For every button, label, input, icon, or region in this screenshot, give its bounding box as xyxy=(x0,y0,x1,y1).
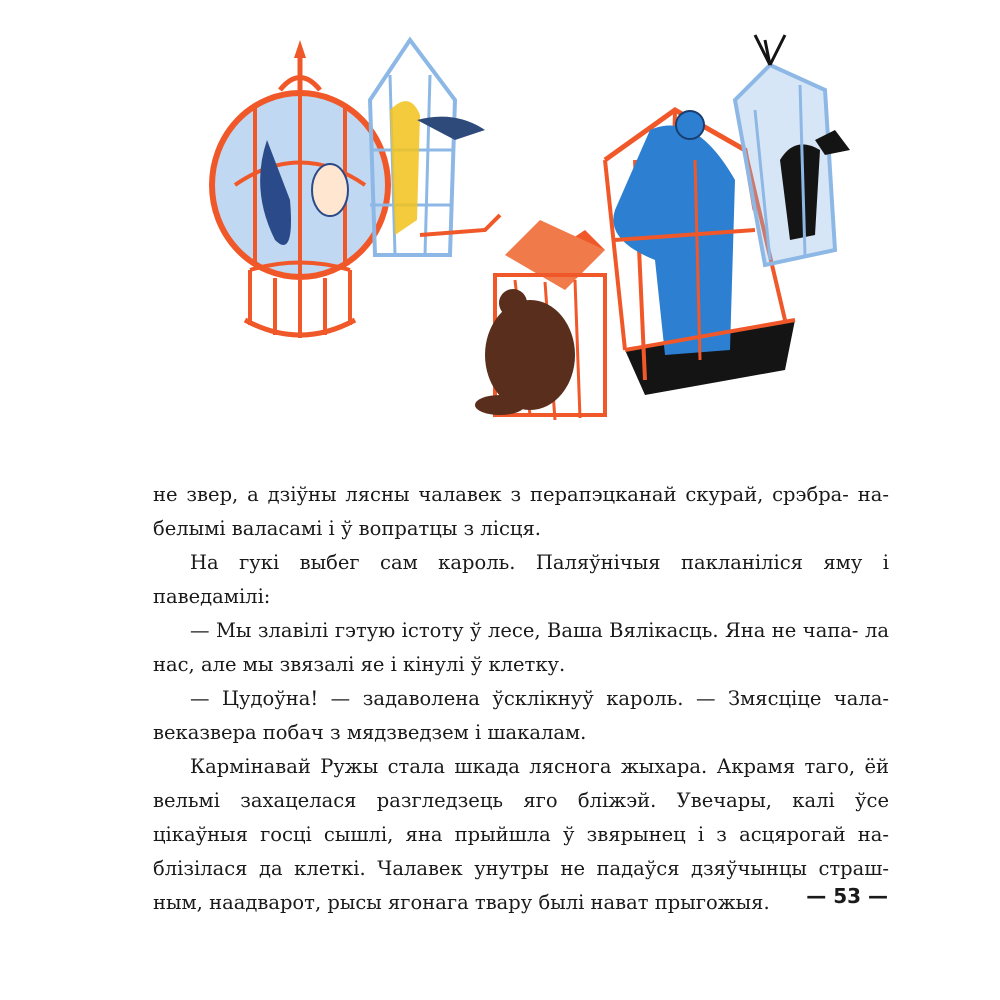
text-line: Кармінавай Ружы стала шкада ляснога жыхара. Акрамя таго, xyxy=(190,755,856,778)
paragraph-2 xyxy=(153,546,889,614)
text-line: на-белымі валасамі і ў вопратцы з лісця. xyxy=(153,483,889,540)
bear-cage xyxy=(475,220,605,420)
page-number: — 53 — xyxy=(806,884,888,908)
page-text xyxy=(153,478,889,920)
paragraph-4 xyxy=(153,682,889,750)
text-line: блізілася да клеткі. Чалавек унутры не падаўся дзяўчынцы страш- xyxy=(153,857,889,880)
paragraph-3 xyxy=(153,614,889,682)
text-line: ным, наадварот, рысы ягонага твару былі нават прыгожыя. xyxy=(153,891,770,914)
text-line: цікаўныя госці сышлі, яна прыйшла ў звярынец і з асцярогай на- xyxy=(153,823,889,846)
text-line: не звер, а дзіўны лясны чалавек з перапэцканай скурай, срэбра- xyxy=(153,483,849,506)
text-line: веказвера побач з мядзведзем і шакалам. xyxy=(153,721,587,744)
text-line: ёй вельмі захацелася разгледзець яго бліжэй. Увечары, калі ўсе xyxy=(153,755,889,812)
text-line: На гукі выбег сам кароль. Паляўнічыя пакланіліся яму xyxy=(190,551,863,574)
text-line: ла нас, але мы звязалі яе і кінулі ў клетку. xyxy=(153,619,889,676)
text-line: і паведамілі: xyxy=(153,551,889,608)
paragraph-1 xyxy=(153,478,889,546)
paragraph-5 xyxy=(153,750,889,920)
text-line: — Цудоўна! — задаволена ўсклікнуў кароль. — Змясціце чала- xyxy=(190,687,889,710)
cages-illustration xyxy=(195,20,885,450)
bird-cage xyxy=(370,40,500,255)
dome-cage xyxy=(212,40,388,338)
text-line: — Мы злавілі гэтую істоту ў лесе, Ваша Вялікасць. Яна не чапа- xyxy=(190,619,859,642)
